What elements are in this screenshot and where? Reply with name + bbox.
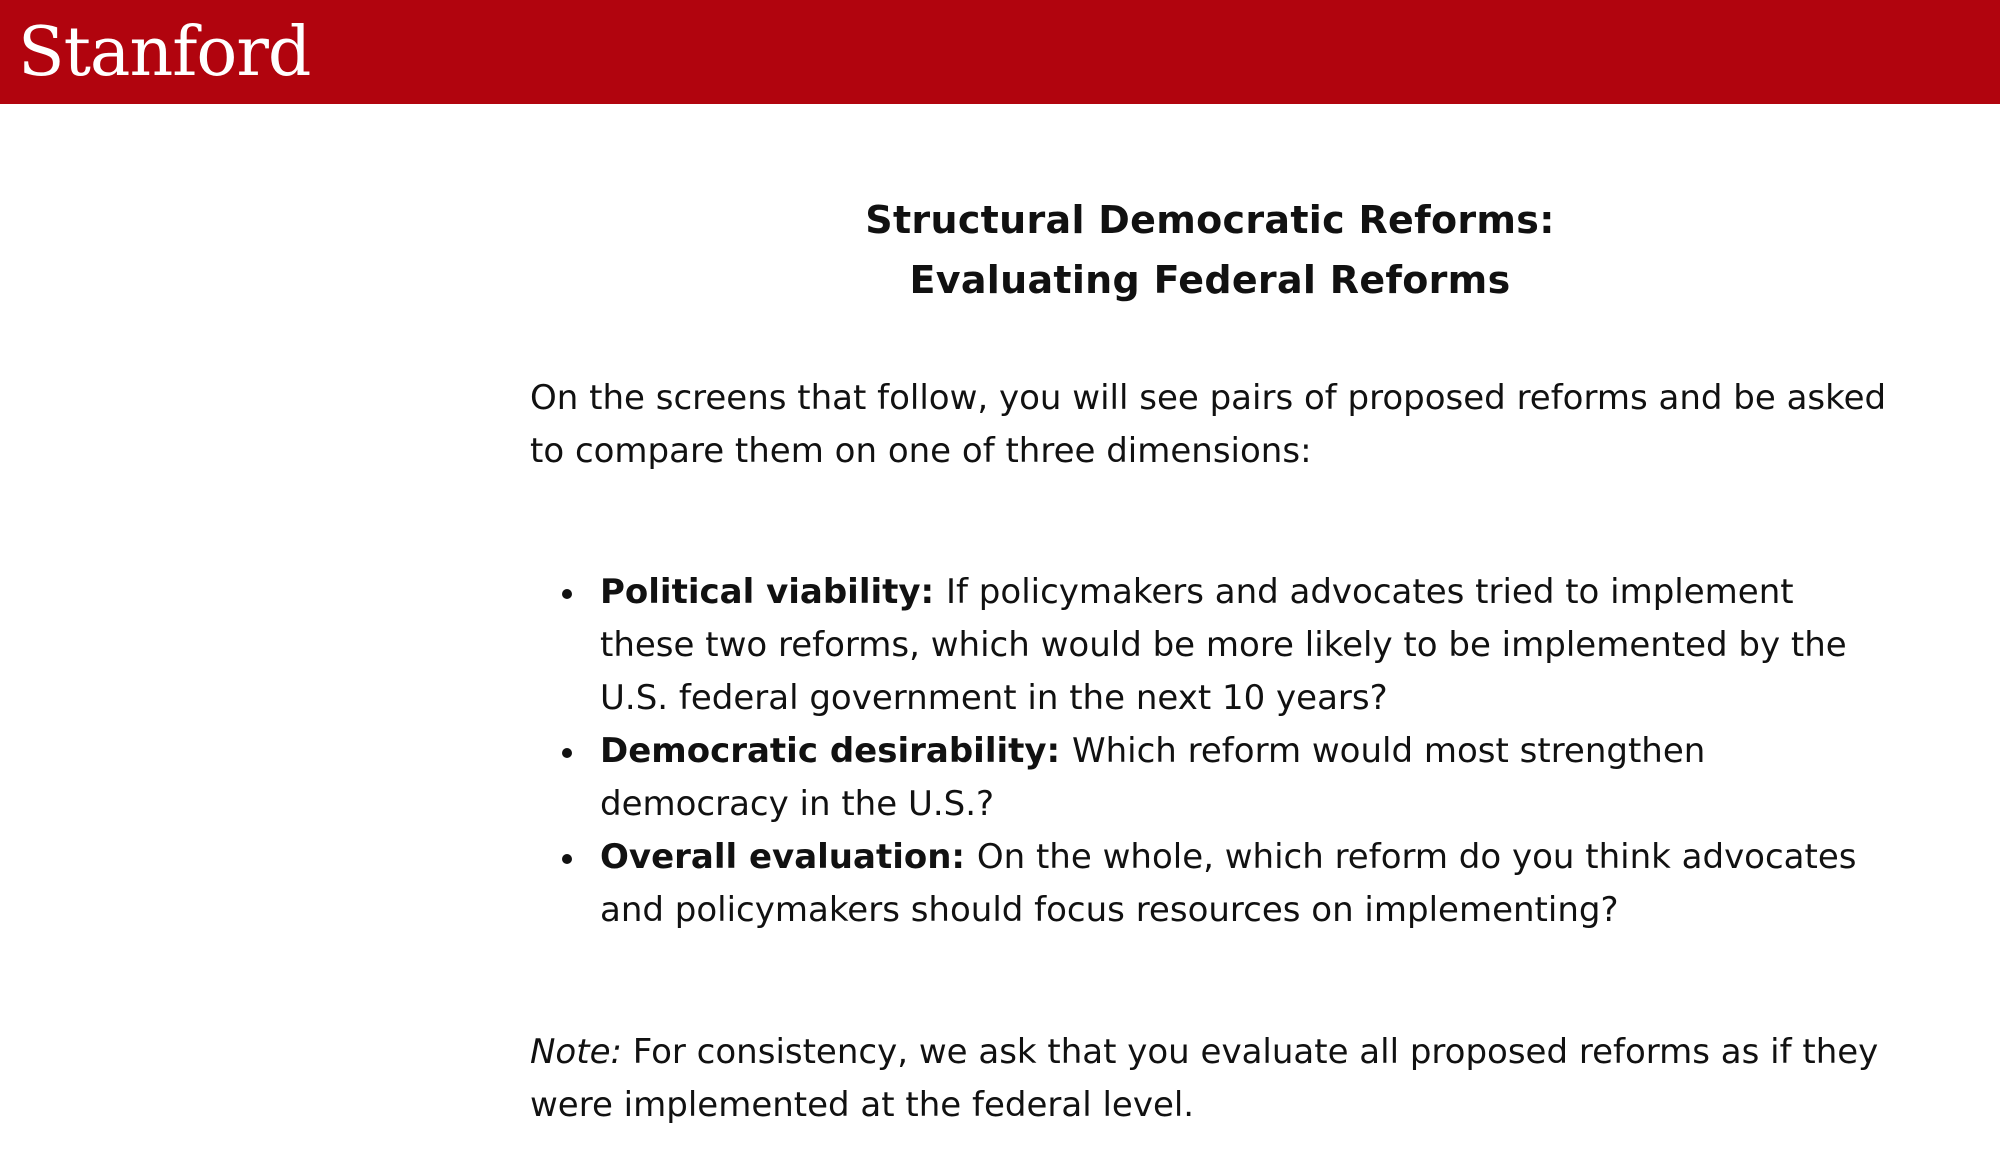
stanford-logo: Stanford [18, 13, 311, 92]
intro-paragraph: On the screens that follow, you will see pairs of proposed reforms and be asked to compare them on one of three dimensions: [530, 378, 1887, 471]
dimension-description: If policymakers and advocates tried to implement these two reforms, which would be more likely to be implemented by the U.S. federal government in the next 10 years? [600, 572, 1847, 718]
list-item-democratic-desirability [600, 725, 1890, 831]
dimensions-list [530, 566, 1890, 937]
list-item-political-viability [600, 566, 1890, 725]
dimension-term: Political viability: [600, 572, 946, 612]
page-title [530, 190, 1890, 310]
note-text: For consistency, we ask that you evaluate all proposed reforms as if they were implemented at the federal level. [530, 1032, 1879, 1125]
dimension-term: Overall evaluation: [600, 837, 977, 877]
note-label: Note: [530, 1032, 633, 1072]
title-line-1: Structural Democratic Reforms: [865, 198, 1555, 242]
title-line-2: Evaluating Federal Reforms [909, 258, 1511, 302]
bullet-icon [562, 748, 572, 758]
dimension-term: Democratic desirability: [600, 731, 1072, 771]
survey-content [530, 190, 1890, 1132]
bullet-icon [562, 854, 572, 864]
bullet-icon [562, 589, 572, 599]
dimension-description: Which reform would most strengthen democracy in the U.S.? [600, 731, 1706, 824]
header-bar [0, 0, 2000, 104]
dimension-description: On the whole, which reform do you think advocates and policymakers should focus resources on implementing? [600, 837, 1857, 930]
list-item-overall-evaluation [600, 831, 1890, 937]
note-paragraph [530, 1026, 1890, 1132]
